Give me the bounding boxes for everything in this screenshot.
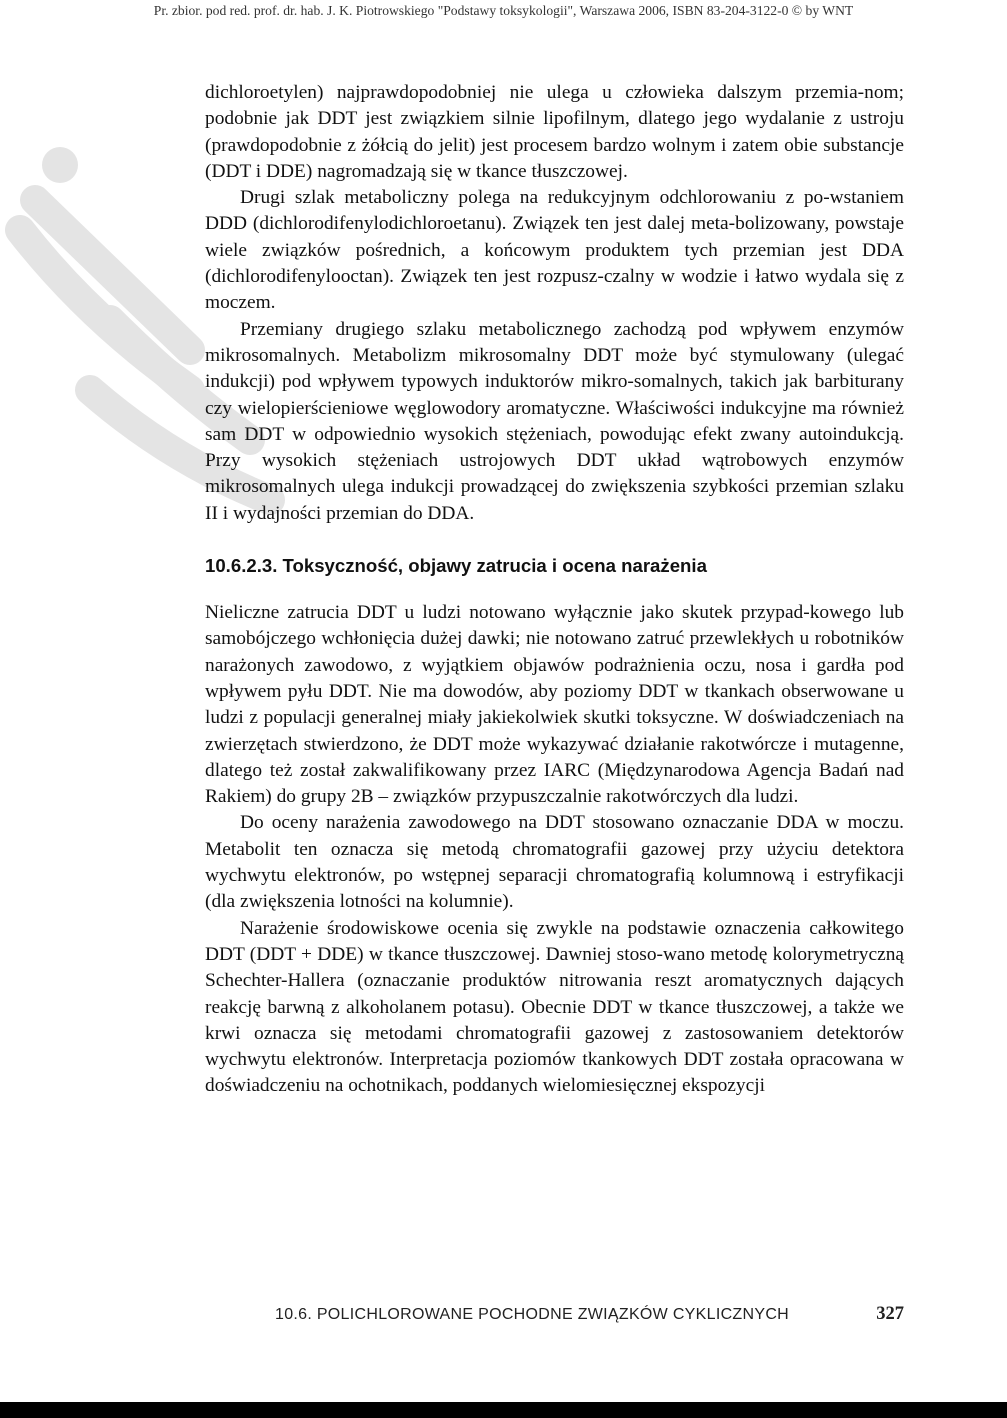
paragraph: Do oceny narażenia zawodowego na DDT stosowano oznaczanie DDA w moczu. Metabolit ten oznacza się metodą chromatografii gazowej przy użyciu detektora wychwytu elektronów, po wstępnej separacji chromatografią kolumnową i estryfikacji (dla zwiększenia lotności na kolumnie). bbox=[205, 812, 904, 913]
running-title: 10.6. POLICHLOROWANE POCHODNE ZWIĄZKÓW CYKLICZNYCH bbox=[275, 1306, 790, 1323]
paragraph: dichloroetylen) najprawdopodobniej nie ulega u człowieka dalszym przemia-nom; podobnie jak DDT jest związkiem silnie lipofilnym, dlatego jego wydalanie z ustroju (prawdopodobnie z żółcią do jelit) jest procesem bardzo wolnym i zatem obie substancje (DDT i DDE) nagromadzają się w tkance tłuszczowej. bbox=[205, 82, 904, 182]
page-footer bbox=[275, 1306, 904, 1324]
section-heading: 10.6.2.3. Toksyczność, objawy zatrucia i ocena narażenia bbox=[205, 555, 707, 577]
paragraph: Przemiany drugiego szlaku metabolicznego zachodzą pod wpływem enzymów mikrosomalnych. Metabolizm mikrosomalny DDT może być stymulowany (ulegać indukcji) pod wpływem typowych induktorów mikro-somalnych, takich jak barbiturany czy wielopierścieniowe węglowodory aromatyczne. Właściwości indukcyjne ma również sam DDT w odpowiednio wysokich stężeniach, powodując efekt zwany autoindukcją. Przy wysokich stężeniach ustrojowych DDT układ wątrobowych enzymów mikrosomalnych ulega indukcji prowadzącej do zwiększenia szybkości przemian szlaku II i wydajności przemian do DDA. bbox=[205, 318, 904, 524]
paragraph: Nieliczne zatrucia DDT u ludzi notowano wyłącznie jako skutek przypad-kowego lub samobójczego wchłonięcia dużej dawki; nie notowano zatruć przewlekłych u robotników narażonych zawodowo, z wyjątkiem objawów podrażnienia oczu, nosa i gardła pod wpływem pyłu DDT. Nie ma dowodów, aby poziomy DDT w tkankach obserwowane u ludzi z populacji generalnej miały jakiekolwiek skutki toksyczne. W doświadczeniach na zwierzętach stwierdzono, że DDT może wykazywać działanie rakotwórcze i mutagenne, dlatego też został zakwalifikowany przez IARC (Międzynarodowa Agencja Badań nad Rakiem) do grupy 2B – związków przypuszczalnie rakotwórczych dla ludzi. bbox=[205, 602, 904, 808]
page-header: Pr. zbior. pod red. prof. dr. hab. J. K. Piotrowskiego "Podstawy toksykologii", Warszawa 2006, ISBN 83-204-3122-0 © by WNT bbox=[153, 3, 854, 18]
paragraph: Drugi szlak metaboliczny polega na redukcyjnym odchlorowaniu z po-wstaniem DDD (dichlorodifenylodichloroetanu). Związek ten jest dalej meta-bolizowany, powstaje wiele związków pośrednich, a końcowym produktem tych przemian jest DDA (dichlorodifenylooctan). Związek ten jest rozpusz-czalny w wodzie i łatwo wydala się z moczem. bbox=[205, 187, 904, 314]
body-text bbox=[205, 80, 904, 1100]
page-number: 327 bbox=[876, 1304, 904, 1324]
paragraph: Narażenie środowiskowe ocenia się zwykle na podstawie oznaczenia całkowitego DDT (DDT + DDE) w tkance tłuszczowej. Dawniej stoso-wano metodę kolorymetryczną Schechter-Hallera (oznaczanie produktów nitrowania reszt aromatycznych dających reakcję barwną z alkoholanem potasu). Obecnie DDT w tkance tłuszczowej, a także we krwi oznacza się metodami chromatografii gazowej z zastosowaniem detektorów wychwytu elektronów. Interpretacja poziomów tkankowych DDT została opracowana w doświadczeniu na ochotnikach, poddanych wielomiesięcznej ekspozycji bbox=[205, 917, 904, 1097]
